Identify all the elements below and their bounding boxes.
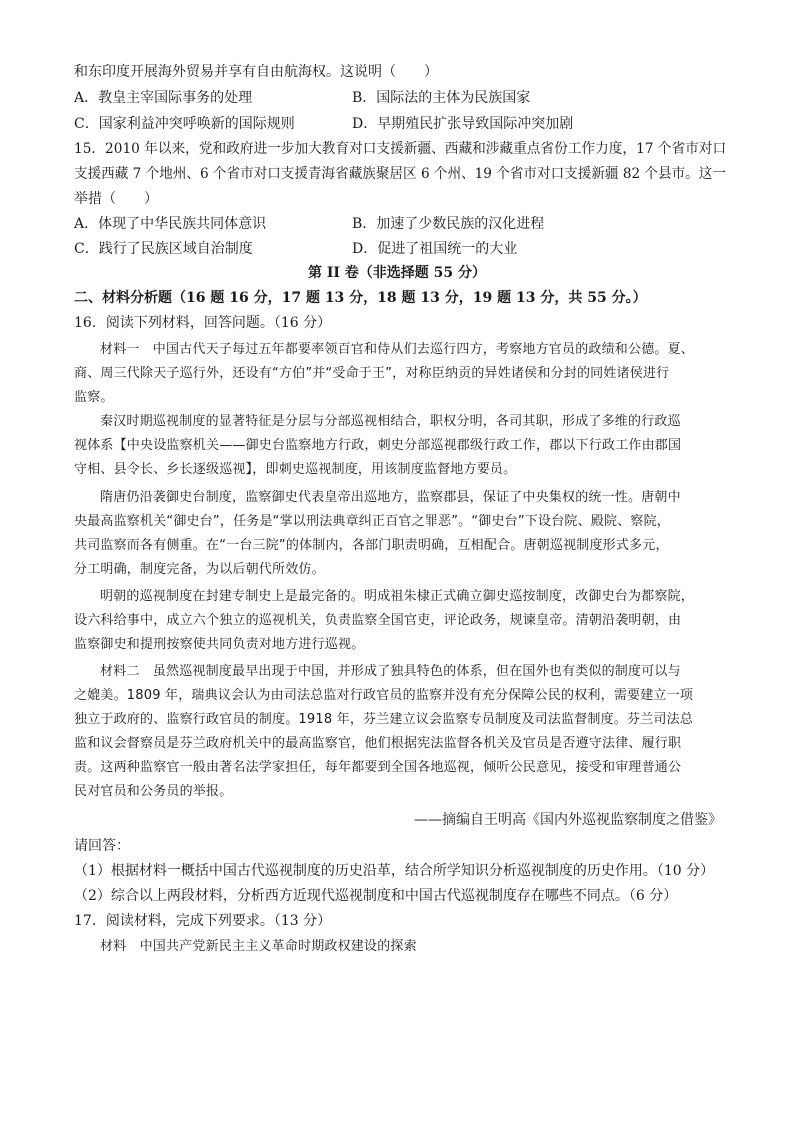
q16-material-line: 责。这两种监察官一般由著名法学家担任，每年都要到全国各地巡视，倾听公民意见，接受和审理普通公 bbox=[74, 760, 682, 775]
q16-material-line: 材料二 虽然巡视制度最早出现于中国，并形成了独具特色的体系，但在国外也有类似的制度可以与 bbox=[100, 664, 681, 679]
q16-material-line: 守相、县令长、乡长逐级巡视】，即刺史巡视制度，用该制度监督地方要员。 bbox=[74, 462, 517, 477]
q14-option-c: C．国家利益冲突呼唤新的国际规则 bbox=[74, 116, 295, 132]
q16-material-line: 明朝的巡视制度在封建专制史上是最完备的。明成祖朱棣正式确立御史巡按制度，改御史台为都察院， bbox=[100, 589, 695, 604]
q16-ask: 请回答： bbox=[74, 838, 130, 854]
q14-option-a: A．教皇主宰国际事务的处理 bbox=[74, 90, 253, 106]
q17-intro: 17．阅读材料，完成下列要求。（13 分） bbox=[74, 913, 332, 929]
q16-material-line: 商、周三代除天子巡行外，还设有“方伯”并“受命于王”，对称臣纳贡的异姓诸侯和分封的同姓诸侯进行 bbox=[74, 366, 670, 381]
q16-subquestion-2: （2）综合以上两段材料，分析西方近现代巡视制度和中国古代巡视制度存在哪些不同点。（6 分） bbox=[74, 888, 678, 904]
q14-option-b: B．国际法的主体为民族国家 bbox=[352, 90, 531, 106]
q16-subquestion-1: （1）根据材料一概括中国古代巡视制度的历史沿革，结合所学知识分析巡视制度的历史作用。（10 分） bbox=[74, 863, 715, 879]
q15-stem-line: 支援西藏 7 个地州、6 个省市对口支援青海省藏族聚居区 6 个州、19 个省市对口支援新疆 82 个县市。这一 bbox=[74, 166, 726, 182]
q16-material-line: 共司监察而各有侧重。在“一台三院”的体制内，各部门职责明确，互相配合。唐朝巡视制度形式多元， bbox=[74, 538, 669, 553]
q15-option-a: A．体现了中华民族共同体意识 bbox=[74, 216, 267, 232]
q16-material-line: 秦汉时期巡视制度的显著特征是分层与分部巡视相结合，职权分明，各司其职，形成了多维的行政巡 bbox=[100, 414, 681, 429]
q16-material-line: 独立于政府的、监察行政官员的制度。1918 年，芬兰建立议会监察专员制度及司法监督制度。芬兰司法总 bbox=[74, 712, 694, 727]
q15-option-d: D．促进了祖国统一的大业 bbox=[352, 241, 518, 257]
q16-material-line: 分工明确，制度完备，为以后朝代所效仿。 bbox=[74, 562, 325, 577]
q16-material-line: 视体系【中央设监察机关——御史台监察地方行政，刺史分部巡视郡级行政工作，郡以下行政工作由郡国 bbox=[74, 438, 682, 453]
q14-option-d: D．早期殖民扩张导致国际冲突加剧 bbox=[352, 116, 574, 132]
q16-material-line: 隋唐仍沿袭御史台制度，监察御史代表皇帝出巡地方，监察郡县，保证了中央集权的统一性。唐朝中 bbox=[100, 490, 681, 505]
section-title: 第 II 卷（非选择题 55 分） bbox=[307, 265, 487, 281]
q14-stem-tail: 和东印度开展海外贸易并享有自由航海权。这说明（ ） bbox=[74, 64, 438, 80]
q16-material-line: 央最高监察机关“御史台”，任务是“掌以刑法典章纠正百官之罪恶”。“御史台”下设台院、殿院、察院， bbox=[74, 514, 671, 529]
q16-material-line: 之媲美。1809 年，瑞典议会认为由司法总监对行政官员的监察并没有充分保障公民的权利，需要建立一项 bbox=[74, 688, 694, 703]
section-heading: 二、材料分析题（16 题 16 分，17 题 13 分，18 题 13 分，19 题 13 分，共 55 分。） bbox=[74, 290, 647, 306]
q16-material-line: 监和议会督察员是芬兰政府机关中的最高监察官，他们根据宪法监督各机关及官员是否遵守法律、履行职 bbox=[74, 736, 682, 751]
q15-option-c: C．践行了民族区域自治制度 bbox=[74, 241, 253, 257]
q15-stem-line: 15．2010 年以来，党和政府进一步加大教育对口支援新疆、西藏和涉藏重点省份工作力度，17 个省市对口 bbox=[74, 141, 727, 157]
q15-option-b: B．加速了少数民族的汉化进程 bbox=[352, 216, 545, 232]
q16-material-line: 监察御史和提刑按察使共同负责对地方进行巡视。 bbox=[74, 637, 365, 652]
q16-source: ——摘编自王明高《国内外巡视监察制度之借鉴》 bbox=[414, 812, 722, 828]
q16-material-line: 监察。 bbox=[74, 390, 114, 405]
q17-material: 材料 中国共产党新民主主义革命时期政权建设的探索 bbox=[100, 939, 417, 954]
q16-material-line: 民对官员和公务员的举报。 bbox=[74, 784, 233, 799]
q16-intro: 16．阅读下列材料，回答问题。（16 分） bbox=[74, 315, 332, 331]
q16-material-line: 设六科给事中，成立六个独立的巡视机关，负责监察全国官吏，评论政务，规谏皇帝。清朝沿袭明朝，由 bbox=[74, 613, 682, 628]
q16-material-line: 材料一 中国古代天子每过五年都要率领百官和侍从们去巡行四方，考察地方官员的政绩和公德。夏、 bbox=[100, 342, 695, 357]
q15-stem-line: 举措（ ） bbox=[74, 191, 158, 207]
